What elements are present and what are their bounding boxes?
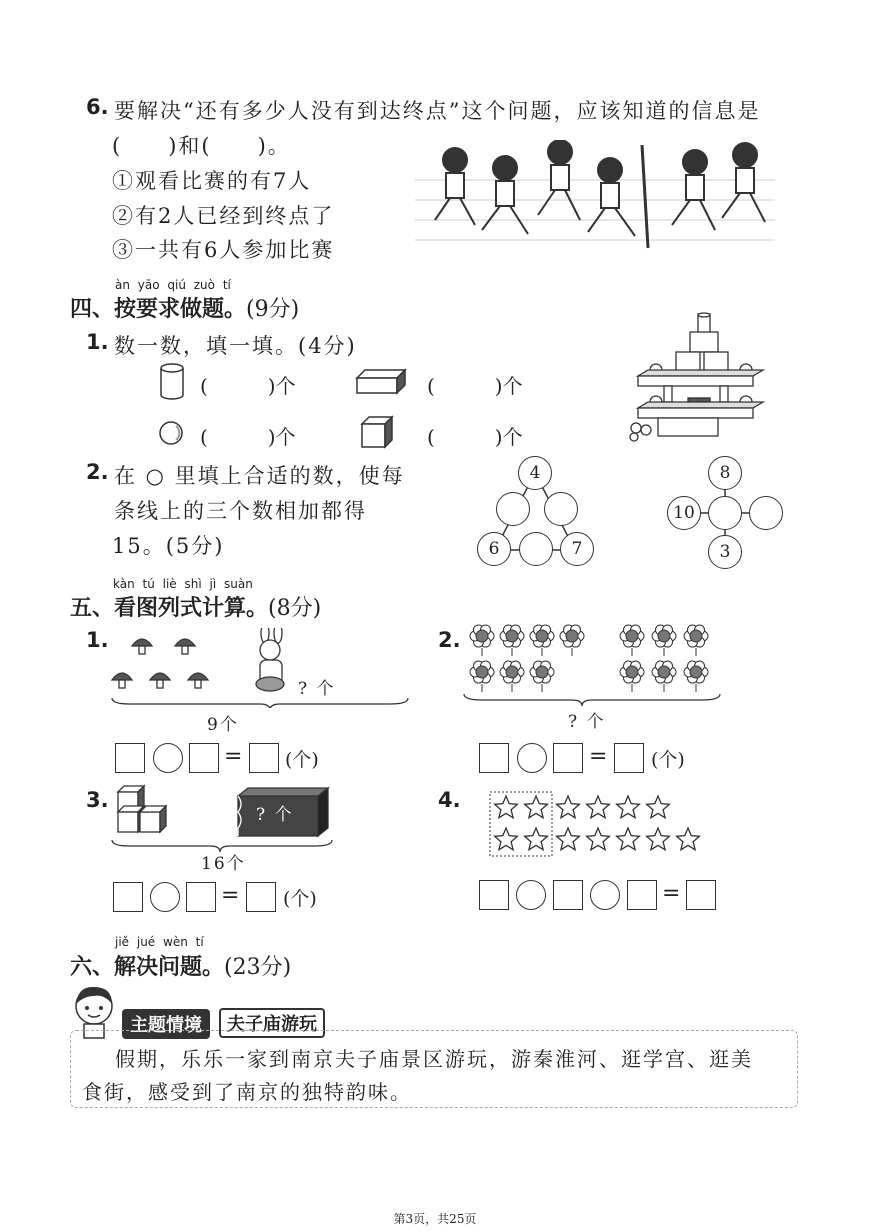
sec6-title: 六、解决问题。 [70,955,225,980]
sec4-q2-line2: 条线上的三个数相加都得 [114,499,367,523]
p2-box-b[interactable] [553,743,583,773]
p3-box-b[interactable] [186,882,216,912]
star-icon [557,828,580,850]
q6-number: 6. [86,95,109,119]
cross-right-blank[interactable] [749,496,783,530]
cuboid-count-blank[interactable]: ( )个 [427,374,523,398]
star-icon [587,796,610,818]
triangle-bottom-middle-blank[interactable] [519,532,553,566]
flower-icon [620,625,644,656]
flower-icon [652,625,676,656]
cylinder-count-blank[interactable]: ( )个 [200,374,296,398]
p2-operator[interactable] [517,743,547,773]
p4-box-b[interactable] [553,880,583,910]
q6-option-2: ②有2人已经到终点了 [112,204,335,228]
star-icon [525,796,548,818]
p4-box-c[interactable] [627,880,657,910]
cross-bottom-circle: 3 [708,535,742,569]
sec4-q2-line3: 15。(5分) [112,534,225,558]
p4-operator-1[interactable] [516,880,546,910]
cross-top-circle: 8 [708,456,742,490]
triangle-top-circle: 4 [518,456,552,490]
sec5-title: 五、看图列式计算。 [70,596,269,621]
p2-number: 2. [438,628,461,652]
cross-left-circle: 10 [667,496,701,530]
flower-icon [684,625,708,656]
sphere-icon [157,420,187,446]
sec4-q2-number: 2. [86,460,109,484]
sec4-q1-number: 1. [86,330,109,354]
triangle-right-blank[interactable] [544,492,578,526]
p1-operator[interactable] [153,743,183,773]
p2-result[interactable] [614,743,644,773]
star-icon [495,796,518,818]
star-icon [647,796,670,818]
theme-banner-label: 主题情境 [122,1009,210,1039]
q6-question: 要解决“还有多少人没有到达终点”这个问题，应该知道的信息是 [114,99,761,123]
sec4-q1-text [114,330,357,360]
p3-total: 16个 [201,854,246,874]
flower-icon [560,625,584,656]
sec6-pinyin: jiě jué wèn tí [115,935,204,949]
sec4-pinyin: àn yāo qiú zuò tí [115,278,231,292]
flower-icon [620,661,644,692]
p1-number: 1. [86,628,109,652]
star-icon [557,796,580,818]
p1-equals: = [224,744,243,769]
p2-equals: = [589,744,608,769]
sec6-points: (23分) [224,955,292,980]
story-line-1: 假期，乐乐一家到南京夫子庙景区游玩，游秦淮河、逛学宫、逛美 [115,1047,753,1071]
sec4-q2-line1: 在 ○ 里填上合适的数，使每 [114,464,405,488]
q6-blanks[interactable]: ( )和( )。 [112,134,291,158]
star-icon [617,796,640,818]
p1-box-a[interactable] [115,743,145,773]
sec6-heading [70,950,291,981]
p3-unit: (个) [283,888,317,910]
story-line-2: 食街，感受到了南京的独特韵味。 [82,1080,412,1104]
star-icon [525,828,548,850]
flower-icon [684,661,708,692]
p1-total: 9个 [207,715,239,735]
star-icon [677,828,700,850]
sec5-heading [70,591,321,622]
sphere-count-blank[interactable]: ( )个 [200,425,296,449]
flower-icon [500,625,524,656]
p3-box-a[interactable] [113,882,143,912]
flower-icon [530,625,554,656]
q6-option-1: ①观看比赛的有7人 [112,169,312,193]
race-illustration [410,140,780,252]
triangle-bottom-left-circle: 6 [477,532,511,566]
page-footer: 第3页，共25页 [393,1212,477,1226]
sec5-points: (8分) [268,596,322,621]
sec4-q1-instruction: 数一数，填一填。 [114,334,298,358]
p3-result[interactable] [246,882,276,912]
sec4-heading [70,292,299,323]
q6-option-3: ③一共有6人参加比赛 [112,238,335,262]
shape-tower-illustration [628,312,768,442]
sec4-q1-points: (4分) [298,334,357,358]
p3-equals: = [221,883,240,908]
p4-box-a[interactable] [479,880,509,910]
p1-box-b[interactable] [189,743,219,773]
cuboid-icon [355,368,407,396]
p4-operator-2[interactable] [590,880,620,910]
triangle-bottom-right-circle: 7 [560,532,594,566]
star-icon [587,828,610,850]
cube-icon [360,415,394,449]
p2-question: ? 个 [568,712,606,732]
p4-number: 4. [438,788,461,812]
p1-unit: (个) [285,749,319,771]
flower-icon [470,625,494,656]
p4-equals: = [662,881,681,906]
p2-box-a[interactable] [479,743,509,773]
star-icon [495,828,518,850]
sec4-points: (9分) [246,297,300,322]
flowers-illustration [462,620,722,720]
mushrooms-rabbit-illustration [110,628,410,708]
flower-icon [470,661,494,692]
p3-number: 3. [86,788,109,812]
star-icon [647,828,670,850]
sec4-title: 四、按要求做题。 [70,297,247,322]
cylinder-icon [157,362,187,402]
sec5-pinyin: kàn tú liè shì jì suàn [113,577,253,591]
p3-operator[interactable] [150,882,180,912]
p1-question: ? 个 [298,679,336,699]
flower-icon [530,661,554,692]
cubes-and-box-illustration [110,782,335,857]
cross-center-blank[interactable] [708,496,742,530]
p4-result[interactable] [686,880,716,910]
star-icon [617,828,640,850]
p1-result[interactable] [249,743,279,773]
flower-icon [500,661,524,692]
theme-banner-title: 夫子庙游玩 [219,1008,325,1038]
triangle-left-blank[interactable] [496,492,530,526]
flower-icon [652,661,676,692]
p3-box-label: ? 个 [256,805,294,825]
p2-unit: (个) [651,749,685,771]
stars-illustration [488,790,708,860]
cube-count-blank[interactable]: ( )个 [427,425,523,449]
